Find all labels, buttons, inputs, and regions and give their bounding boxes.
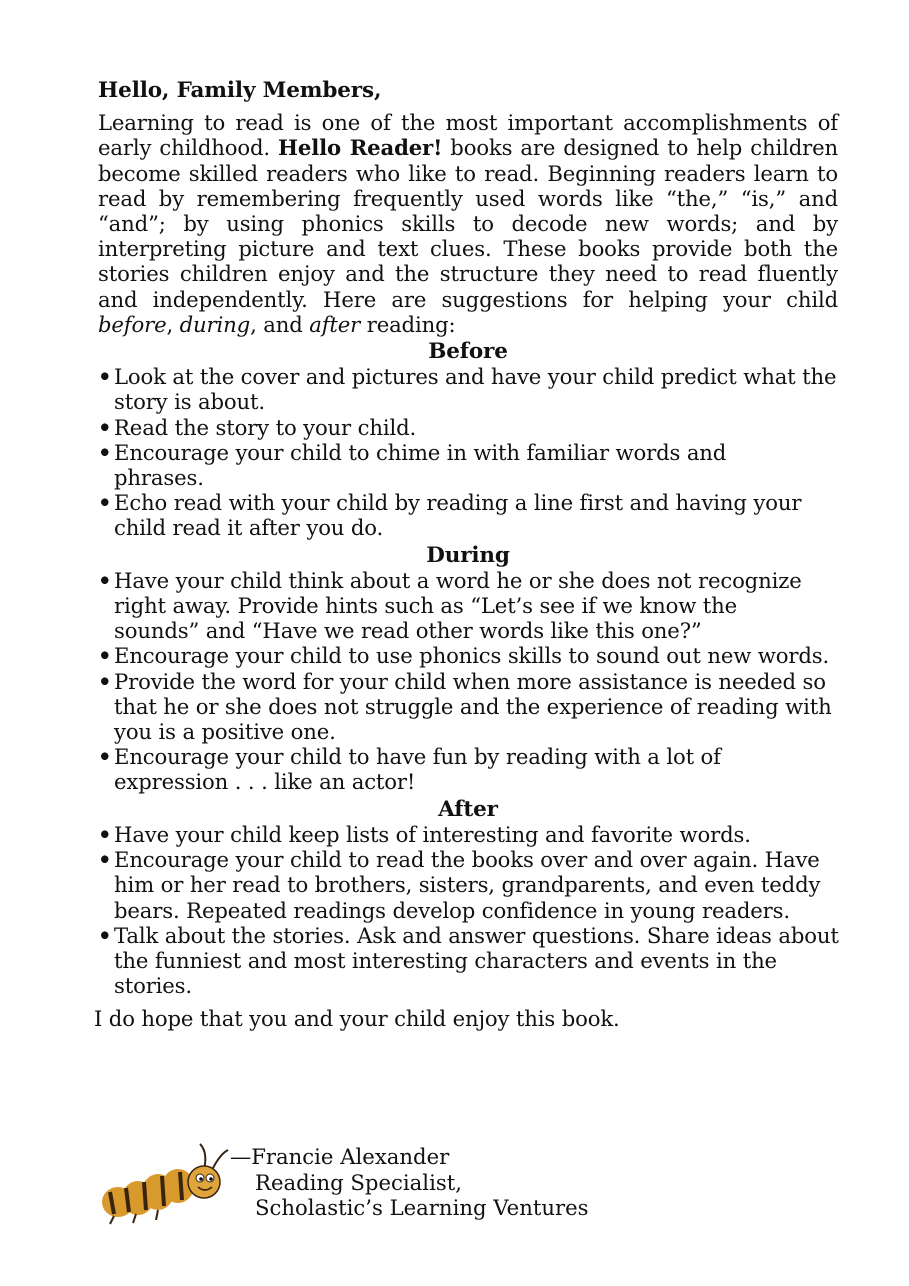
bullet-icon: • <box>98 922 112 948</box>
list-item-text: Encourage your child to chime in with familiar words and phrases. <box>114 439 727 491</box>
bullet-icon: • <box>98 847 112 873</box>
list-item <box>98 669 838 745</box>
intro-text-1: Learning to read is one of the most important accomplishments of early childhood. <box>98 110 838 161</box>
greeting-heading: Hello, Family Members, <box>98 78 382 103</box>
list-item <box>98 643 834 668</box>
list-item <box>98 364 838 414</box>
signature-name: —Francie Alexander <box>230 1144 450 1169</box>
bullet-icon: • <box>98 490 112 516</box>
list-item-text: Echo read with your child by reading a line first and having your child read it after you do. <box>114 490 802 541</box>
list-item <box>98 568 814 644</box>
signature-title: Reading Specialist, <box>255 1169 462 1195</box>
list-item <box>98 923 844 999</box>
bullet-icon: • <box>98 668 112 694</box>
bullet-icon: • <box>98 364 112 390</box>
caterpillar-icon <box>96 1140 236 1230</box>
list-item <box>98 440 754 490</box>
signature-organization: Scholastic’s Learning Ventures <box>255 1195 589 1220</box>
after-heading: After <box>438 796 498 822</box>
bullet-icon: • <box>98 439 112 465</box>
list-item-text: Encourage your child to read the books over and over again. Have him or her read to brothers, sisters, grandparents, and even teddy bears. Repeated readings develop confidence in young readers. <box>114 847 821 923</box>
during-tips-list <box>98 568 838 795</box>
list-item-text: Have your child keep lists of interesting and favorite words. <box>114 821 751 847</box>
signature-block <box>96 1140 656 1230</box>
intro-before-word: before <box>98 311 167 337</box>
intro-brand-name: Hello Reader! <box>278 135 443 161</box>
list-item <box>98 490 829 540</box>
intro-text-3: reading: <box>360 311 456 337</box>
bullet-icon: • <box>98 567 112 593</box>
letter-page <box>94 78 839 1032</box>
bullet-icon: • <box>98 744 112 770</box>
during-heading: During <box>426 542 510 568</box>
intro-sep-2: , and <box>250 311 310 337</box>
list-item <box>98 822 838 847</box>
bullet-icon: • <box>98 414 112 440</box>
list-item-text: Have your child think about a word he or she does not recognize right away. Provide hints such as “Let’s see if we know the sounds” and “Have we read other words like this one?” <box>114 567 802 644</box>
before-tips-list <box>98 364 838 540</box>
bullet-icon: • <box>98 821 112 847</box>
signature-text <box>230 1144 589 1221</box>
list-item <box>98 415 838 440</box>
list-item-text: Read the story to your child. <box>114 414 417 440</box>
list-item <box>98 847 834 923</box>
list-item-text: Provide the word for your child when more assistance is needed so that he or she does not struggle and the experience of reading with you is a positive one. <box>114 668 832 745</box>
list-item <box>98 744 794 794</box>
intro-after-word: after <box>309 311 361 337</box>
before-heading: Before <box>428 339 508 365</box>
list-item-text: Look at the cover and pictures and have your child predict what the story is about. <box>114 364 837 415</box>
after-tips-list <box>98 822 838 998</box>
closing-line: I do hope that you and your child enjoy this book. <box>94 1006 620 1032</box>
intro-sep-1: , <box>166 311 180 337</box>
list-item-text: Encourage your child to have fun by reading with a lot of expression . . . like an actor! <box>114 744 721 795</box>
intro-text-2: books are designed to help children become skilled readers who like to read. Beginning readers learn to read by remembering frequently used words like “the,” “is,” and “and”; by using phonics skills to decode new words; and by interpreting picture and text clues. These books provide both the stories children enjoy and the structure they need to read fluently and independently. Here are suggestions for helping your child <box>98 135 838 312</box>
list-item-text: Talk about the stories. Ask and answer questions. Share ideas about the funniest and most interesting characters and events in the stories. <box>114 922 839 999</box>
list-item-text: Encourage your child to use phonics skills to sound out new words. <box>114 643 830 669</box>
bullet-icon: • <box>98 643 112 669</box>
intro-paragraph <box>98 110 838 337</box>
intro-during-word: during <box>179 311 251 337</box>
